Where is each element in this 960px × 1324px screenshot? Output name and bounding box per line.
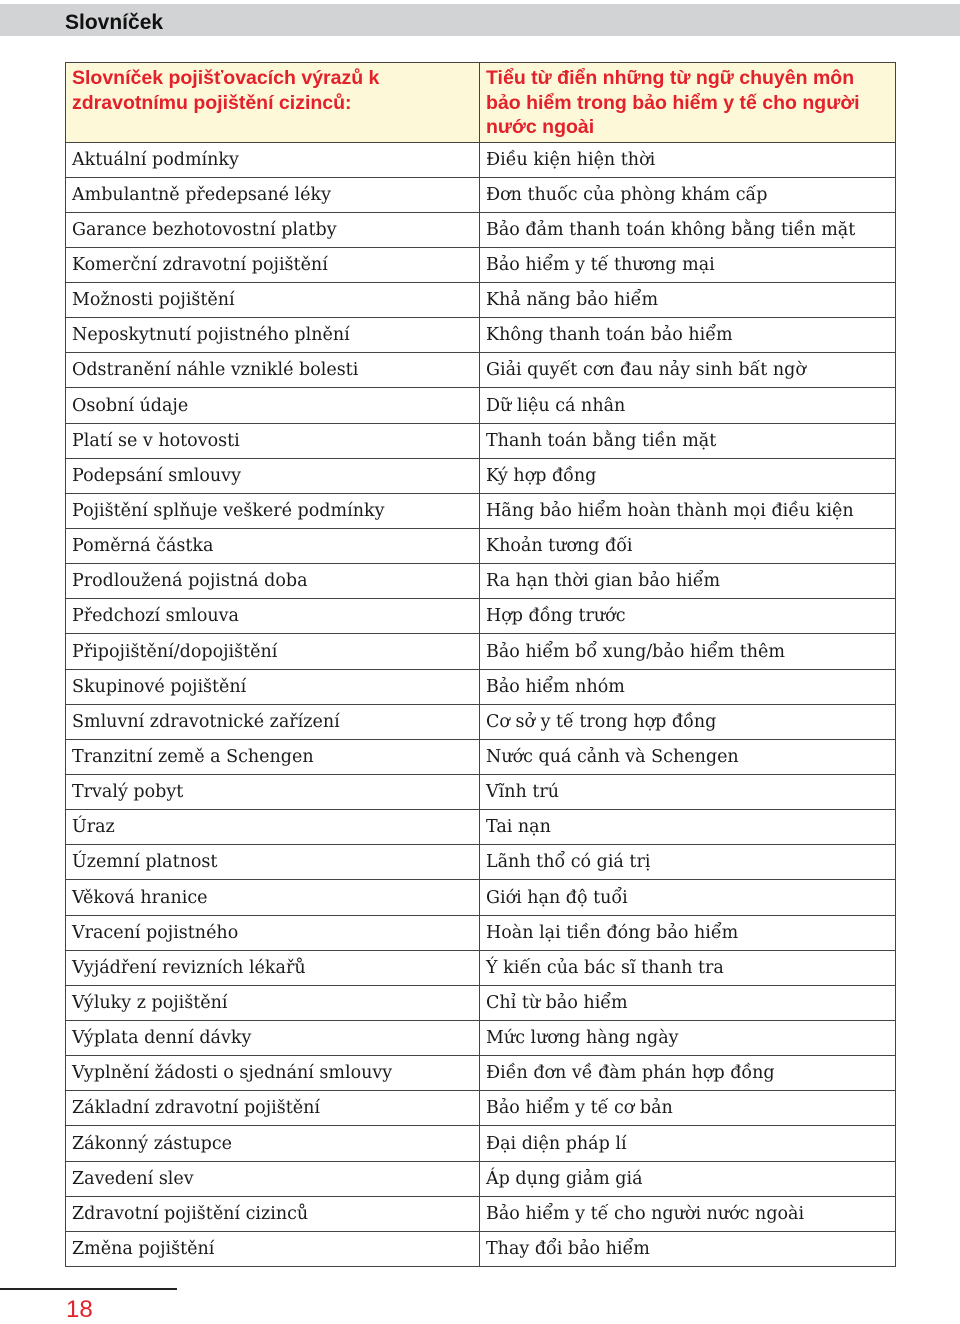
table-row [66, 985, 896, 1020]
czech-term: Prodloužená pojistná doba [66, 564, 480, 599]
czech-term: Neposkytnutí pojistného plnění [66, 318, 480, 353]
section-header-bar [0, 4, 960, 36]
vietnamese-term: Giải quyết cơn đau nảy sinh bất ngờ [480, 353, 896, 388]
czech-term: Podepsání smlouvy [66, 458, 480, 493]
czech-term: Pojištění splňuje veškeré podmínky [66, 493, 480, 528]
table-row [66, 353, 896, 388]
czech-term: Smluvní zdravotnické zařízení [66, 704, 480, 739]
table-row [66, 1161, 896, 1196]
vietnamese-term: Hợp đồng trước [480, 599, 896, 634]
vietnamese-term: Ra hạn thời gian bảo hiểm [480, 564, 896, 599]
czech-term: Komerční zdravotní pojištění [66, 247, 480, 282]
czech-term: Základní zdravotní pojištění [66, 1091, 480, 1126]
czech-column-header: Slovníček pojišťovacích výrazů k zdravotnímu pojištění cizinců: [66, 63, 480, 143]
table-row [66, 775, 896, 810]
table-row [66, 423, 896, 458]
table-row [66, 564, 896, 599]
table-row [66, 388, 896, 423]
czech-term: Tranzitní země a Schengen [66, 739, 480, 774]
vietnamese-term: Khả năng bảo hiểm [480, 283, 896, 318]
glossary-header-row [66, 63, 896, 143]
czech-term: Odstranění náhle vzniklé bolesti [66, 353, 480, 388]
czech-term: Zavedení slev [66, 1161, 480, 1196]
vietnamese-term: Bảo hiểm nhóm [480, 669, 896, 704]
vietnamese-term: Không thanh toán bảo hiểm [480, 318, 896, 353]
vietnamese-term: Nước quá cảnh và Schengen [480, 739, 896, 774]
vietnamese-term: Tai nạn [480, 810, 896, 845]
vietnamese-term: Bảo hiểm y tế cho người nước ngoài [480, 1196, 896, 1231]
czech-term: Výluky z pojištění [66, 985, 480, 1020]
glossary-body [66, 142, 896, 1267]
vietnamese-term: Điều kiện hiện thời [480, 142, 896, 177]
czech-term: Vracení pojistného [66, 915, 480, 950]
table-row [66, 880, 896, 915]
vietnamese-term: Bảo đảm thanh toán không bằng tiền mặt [480, 212, 896, 247]
vietnamese-term: Đại diện pháp lí [480, 1126, 896, 1161]
table-row [66, 212, 896, 247]
czech-term: Vyjádření revizních lékařů [66, 950, 480, 985]
table-row [66, 1091, 896, 1126]
table-row [66, 318, 896, 353]
vietnamese-term: Áp dụng giảm giá [480, 1161, 896, 1196]
table-row [66, 247, 896, 282]
vietnamese-term: Mức lương hàng ngày [480, 1021, 896, 1056]
czech-term: Úraz [66, 810, 480, 845]
vietnamese-term: Bảo hiểm y tế thương mại [480, 247, 896, 282]
czech-term: Změna pojištění [66, 1231, 480, 1266]
czech-term: Věková hranice [66, 880, 480, 915]
czech-term: Platí se v hotovosti [66, 423, 480, 458]
table-row [66, 493, 896, 528]
table-row [66, 915, 896, 950]
czech-term: Ambulantně předepsané léky [66, 177, 480, 212]
vietnamese-term: Giới hạn độ tuổi [480, 880, 896, 915]
vietnamese-term: Ý kiến của bác sĩ thanh tra [480, 950, 896, 985]
czech-term: Zdravotní pojištění cizinců [66, 1196, 480, 1231]
table-row [66, 1196, 896, 1231]
vietnamese-term: Dữ liệu cá nhân [480, 388, 896, 423]
table-row [66, 845, 896, 880]
table-row [66, 1021, 896, 1056]
czech-term: Připojištění/dopojištění [66, 634, 480, 669]
czech-term: Skupinové pojištění [66, 669, 480, 704]
table-row [66, 669, 896, 704]
czech-term: Vyplnění žádosti o sjednání smlouvy [66, 1056, 480, 1091]
czech-term: Předchozí smlouva [66, 599, 480, 634]
table-row [66, 142, 896, 177]
footer-divider [0, 1288, 177, 1290]
table-row [66, 634, 896, 669]
table-row [66, 283, 896, 318]
vietnamese-term: Chỉ từ bảo hiểm [480, 985, 896, 1020]
vietnamese-term: Bảo hiểm y tế cơ bản [480, 1091, 896, 1126]
czech-term: Aktuální podmínky [66, 142, 480, 177]
table-row [66, 1126, 896, 1161]
glossary-table [65, 62, 896, 1267]
czech-term: Výplata denní dávky [66, 1021, 480, 1056]
czech-term: Možnosti pojištění [66, 283, 480, 318]
czech-term: Garance bezhotovostní platby [66, 212, 480, 247]
table-row [66, 177, 896, 212]
czech-term: Zákonný zástupce [66, 1126, 480, 1161]
table-row [66, 704, 896, 739]
vietnamese-term: Cơ sở y tế trong hợp đồng [480, 704, 896, 739]
vietnamese-term: Thay đổi bảo hiểm [480, 1231, 896, 1266]
table-row [66, 950, 896, 985]
czech-term: Územní platnost [66, 845, 480, 880]
czech-term: Poměrná částka [66, 529, 480, 564]
table-row [66, 599, 896, 634]
table-row [66, 1231, 896, 1266]
vietnamese-term: Đơn thuốc của phòng khám cấp [480, 177, 896, 212]
vietnamese-term: Hãng bảo hiểm hoàn thành mọi điều kiện [480, 493, 896, 528]
table-row [66, 458, 896, 493]
vietnamese-term: Điền đơn về đàm phán hợp đồng [480, 1056, 896, 1091]
vietnamese-term: Vĩnh trú [480, 775, 896, 810]
czech-term: Osobní údaje [66, 388, 480, 423]
table-row [66, 810, 896, 845]
vietnamese-term: Khoản tương đối [480, 529, 896, 564]
vietnamese-column-header: Tiểu từ điển những từ ngữ chuyên môn bảo hiểm trong bảo hiểm y tế cho người nước ngoài [480, 63, 896, 143]
table-row [66, 1056, 896, 1091]
vietnamese-term: Lãnh thổ có giá trị [480, 845, 896, 880]
table-row [66, 739, 896, 774]
page-number: 18 [66, 1296, 93, 1323]
vietnamese-term: Ký hợp đồng [480, 458, 896, 493]
section-title: Slovníček [65, 11, 164, 34]
vietnamese-term: Thanh toán bằng tiền mặt [480, 423, 896, 458]
czech-term: Trvalý pobyt [66, 775, 480, 810]
vietnamese-term: Hoàn lại tiền đóng bảo hiểm [480, 915, 896, 950]
vietnamese-term: Bảo hiểm bổ xung/bảo hiểm thêm [480, 634, 896, 669]
table-row [66, 529, 896, 564]
